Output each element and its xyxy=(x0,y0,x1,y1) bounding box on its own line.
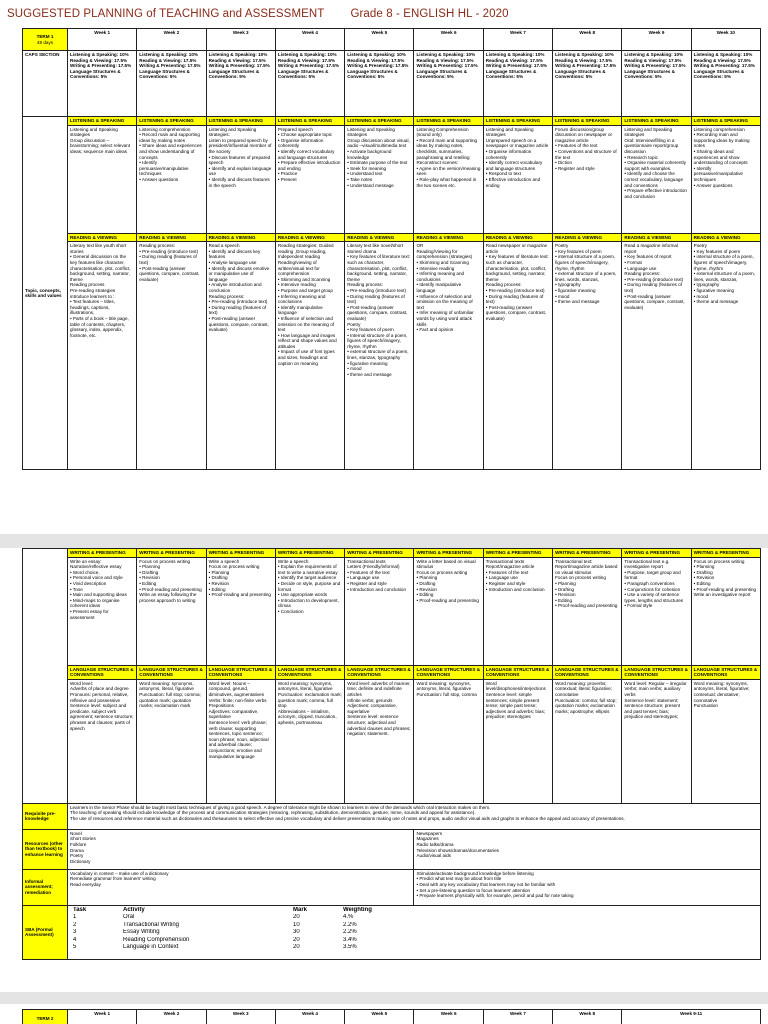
rv-heading: READING & VIEWING xyxy=(68,233,137,242)
week-header: Week 3 xyxy=(206,29,275,51)
caps-weighting: Listening & Speaking: 10% Reading & Viewing: 17.5% Writing & Presenting: 17.5% Language Structures & Conventions: 5% xyxy=(345,51,414,117)
sba-weighting: 4.% xyxy=(343,914,354,921)
week-header: Week 2 xyxy=(137,1010,206,1024)
term1-page2 xyxy=(0,548,768,992)
sba-weighting: 2.2% xyxy=(343,929,357,936)
sba-activity: Transactional Writing xyxy=(123,921,180,928)
resources-label: Resources (other than textbook) to enhance learning xyxy=(23,829,68,869)
wp-cell: Focus on process writing • Planning • Drafting • Revision • Editing • Proof-reading and presenting Write an essay following the process approach to writing xyxy=(137,557,206,665)
rv-heading: READING & VIEWING xyxy=(483,233,552,242)
resources-row xyxy=(23,829,761,869)
lsc-heading: LANGUAGE STRUCTURES & CONVENTIONS xyxy=(483,665,552,679)
sba-task-row xyxy=(72,914,756,922)
rv-cell: Literary text like novel/short stories/ drama • Key features of literature text: such as character, characterisation, plot, conflict, background, setting, narrator, theme Reading process: • Pre-reading (introduce text) • During reading (features of text) • Post-reading (answer questions, compare, contrast, evaluate) Poetry • Key features of poem • Internal structure of a poem, figures of speech/imagery, rhyme, rhythm • external structure of a poem, lines, stanzas, typography • figurative meaning • mood • theme and message xyxy=(345,242,414,470)
sba-mark: 30 xyxy=(293,929,300,936)
grade-label: Grade 8 - ENGLISH HL - 2020 xyxy=(350,8,509,20)
term1-plan-table-cont xyxy=(22,548,761,960)
term2-plan-table xyxy=(22,1009,761,1024)
week-header: Week 2 xyxy=(137,29,206,51)
sba-mark: 20 xyxy=(293,914,300,921)
lsc-heading: LANGUAGE STRUCTURES & CONVENTIONS xyxy=(137,665,206,679)
wp-cell: Write a speech • Explain the requirements of text to write a narrative essay • Identify the target audience • Decide on style, purpose and format • Use appropriate words • Introduction to development, climax • Conclusion xyxy=(275,557,344,665)
topics-label-continued xyxy=(23,549,68,804)
ls-heading: LISTENING & SPEAKING xyxy=(691,117,760,126)
lsc-heading: LANGUAGE STRUCTURES & CONVENTIONS xyxy=(691,665,760,679)
wp-heading: WRITING & PRESENTING xyxy=(483,549,552,558)
rv-cell: Poetry • Key features of poem • internal structure of a poem, figures of speech/imagery, rhyme, rhythm • external structure of a poem, lines, words, stanzas, • typography • figurative meaning • mood • theme and message xyxy=(691,242,760,470)
wp-heading: WRITING & PRESENTING xyxy=(68,549,137,558)
ls-cell: Listening and Speaking strategies: Listen to prepared speech by president/influential member of the society • Discuss features of prepared speech • Identify and explain language use • Identify and discuss features in the speech xyxy=(206,125,275,233)
prereq-row xyxy=(23,803,761,829)
sba-task-number: 2 xyxy=(73,921,77,928)
lsc-cell: Word level/disophones/interjections Sentence level: simple sentences; simple present tense; simple past tense; adjectives and adverbs; bias; prejudice; stereotypes xyxy=(483,679,552,803)
rv-cell: Read a magazine informal report • Key features of report • Format • Language use Reading process: • Pre-reading (introduce text) • During reading (features of text) • Post-reading (answer questions, compare, contrast, evaluate) xyxy=(622,242,691,470)
prereq-label: Requisite pre-knowledge xyxy=(23,803,68,829)
sba-activity: Language in Context xyxy=(123,944,179,951)
rv-heading: READING & VIEWING xyxy=(414,233,483,242)
sba-weighting: 3.4% xyxy=(343,936,357,943)
caps-weighting: Listening & Speaking: 10% Reading & Viewing: 17.5% Writing & Presenting: 17.5% Language Structures & Conventions: 5% xyxy=(622,51,691,117)
document-title xyxy=(7,8,509,20)
wp-heading: WRITING & PRESENTING xyxy=(691,549,760,558)
caps-weighting: Listening & Speaking: 10% Reading & Viewing: 17.5% Writing & Presenting: 17.5% Language Structures & Conventions: 5% xyxy=(275,51,344,117)
ls-heading: LISTENING & SPEAKING xyxy=(137,117,206,126)
lsc-cell: Word level: Nouns – compound, gerund, diminutives, augmentatives Verbs: finite; non-finite verbs Prepositions Adjectives: comparative, superlative Sentence level: verb phrase; verb clause; supporting sentences, topic sentence; noun phrase; noun, adjectival and adverbial clause; conjunctions; emotive and manipulative language xyxy=(206,679,275,803)
term2-page xyxy=(0,1004,768,1024)
caps-row xyxy=(23,51,761,117)
week-header: Week 9 xyxy=(622,29,691,51)
lsc-heading: LANGUAGE STRUCTURES & CONVENTIONS xyxy=(206,665,275,679)
rv-cell: Literary text like youth short stories • General discussion on the key features like character, characterisation, plot, conflict, background, setting, narrator, theme Reading process Pre-reading strategies introduce learners to : • Text features – titles, headings, captions, illustrations, • Parts of a book – title page, table of contents, chapters, glossary, index, appendix, footnote, etc. xyxy=(68,242,137,470)
resources-left: Novel Short stories Folklore Drama Poetry Dictionary xyxy=(68,829,414,869)
informal-row xyxy=(23,869,761,905)
ls-cell: Listening comprehension • Recording main and supporting ideas by making notes • Sharing ideas and experiences and show understanding of concepts • Identify persuasive/manipulative techniques • Answer questions xyxy=(691,125,760,233)
term1-plan-table xyxy=(22,28,761,470)
lsc-cell: Word meaning: synonyms, antonyms, literal, figurative Punctuation: full stop; comma; quotation mark; quotation marks; exclamation mark xyxy=(137,679,206,803)
rv-content-row xyxy=(23,242,761,470)
sba-header-row xyxy=(72,907,756,915)
caps-weighting: Listening & Speaking: 10% Reading & Viewing: 17.5% Writing & Presenting: 17.5% Language Structures & Conventions: 5% xyxy=(483,51,552,117)
ls-cell: Listening Comprehension (sound only) • Record main and supporting ideas by making notes, checklists, summaries, paraphrasing and retelling Reconstruct scenes: • Agree on the version/meaning seen • Role-play what happened in the two scenes etc. xyxy=(414,125,483,233)
lsc-heading-row xyxy=(23,665,761,679)
week-header: Week 3 xyxy=(206,1010,275,1024)
rv-cell: Reading strategies: Guided reading ,Group reading, Independent reading Reading/viewing of written/visual text for comprehension • Skimming and Scanning • Intensive reading • Purpose and target group • Inferring meaning and conclusions • Identify manipulative language • Influence of selection and omission on the meaning of text • How language and images reflect and shape values and attitudes • Impact of use of font types and sizes, headings and caption on meaning xyxy=(275,242,344,470)
week-header: Week 4 xyxy=(275,29,344,51)
sba-row xyxy=(23,905,761,959)
caps-weighting: Listening & Speaking: 10% Reading & Viewing: 17.5% Writing & Presenting: 17.5% Language Structures & Conventions: 5% xyxy=(137,51,206,117)
lsc-cell: Word meaning: proverbs; contextual; literal; figurative; connotative Punctuation: comma; full stop; quotation marks; exclamation marks; apostrophe; ellipsis xyxy=(553,679,622,803)
sba-task-row xyxy=(72,922,756,930)
wp-cell: Transactional texts Report/magazine article • Features of the text • Language use • Register and style • Introduction and conclusion xyxy=(483,557,552,665)
wp-cell: Transactional text e.g. investigative report • Purpose, target group and format • Paragraph conventions • Conjunctions for cohesion • Use a variety of sentence types, lengths and structures • Formal style xyxy=(622,557,691,665)
wp-heading: WRITING & PRESENTING xyxy=(345,549,414,558)
rv-heading: READING & VIEWING xyxy=(206,233,275,242)
document-title-text: SUGGESTED PLANNING of TEACHING and ASSESSMENT xyxy=(7,8,325,20)
week-header: Week 7 xyxy=(483,1010,552,1024)
caps-weighting: Listening & Speaking: 10% Reading & Viewing: 17.5% Writing & Presenting: 17.5% Language Structures & Conventions: 5% xyxy=(691,51,760,117)
ls-cell: Listening and Speaking strategies Oral: Interview/filling in a questionnaire report/group discussion • Research topic • Organise material coherently support with examples. • Identify and choose the correct vocabulary, language and conventions • Prepare effective introduction and conclusion xyxy=(622,125,691,233)
term1-days: 48 days xyxy=(36,39,54,45)
rv-cell: Read newspaper or magazine article • Key features of literature text: such as character, characterisation, plot, conflict, background, setting, narrator, theme Reading process: • Pre-reading (introduce text) • During reading (features of text) • Post-reading (answer questions, compare, contrast, evaluate) xyxy=(483,242,552,470)
rv-heading: READING & VIEWING xyxy=(553,233,622,242)
sba-header: Task xyxy=(73,906,87,913)
page-break xyxy=(0,992,768,1004)
sba-spacer xyxy=(402,907,756,915)
rv-cell: OR Reading/Viewing for comprehension (strategies) • Skimming and Scanning • Intensive reading • Inferring meaning and conclusions • Identify manipulative language • Influence of selection and omission on the meaning of text • Infer meaning of unfamiliar words by using word attack skills • Fact and opinion xyxy=(414,242,483,470)
rv-heading: READING & VIEWING xyxy=(345,233,414,242)
sba-header: Activity xyxy=(123,906,145,913)
ls-heading-row xyxy=(23,117,761,126)
wp-cell: Focus on process writing • Planning • Drafting • Revision • Editing • Proof-reading and presenting Write an investigative report xyxy=(691,557,760,665)
rv-cell: Poetry • Key features of poem • internal structure of a poem, figures of speech/imagery, rhyme, rhythm • external structure of a poem, lines, words, stanzas, • typography • figurative meaning • mood • theme and message xyxy=(553,242,622,470)
week-header: Week 10 xyxy=(691,29,760,51)
wp-heading: WRITING & PRESENTING xyxy=(206,549,275,558)
lsc-heading: LANGUAGE STRUCTURES & CONVENTIONS xyxy=(275,665,344,679)
lsc-heading: LANGUAGE STRUCTURES & CONVENTIONS xyxy=(345,665,414,679)
ls-cell: Listening and Speaking strategies Unprepared speech on a newspaper or magazine article • Organise information coherently • Identify correct vocabulary and language structures • Respond to text • Effective introduction and ending xyxy=(483,125,552,233)
week-header: Week 5 xyxy=(345,1010,414,1024)
informal-right: Stimulate/activate background knowledge before listening • Predict what text may be about from title • Deal with any key vocabulary that learners may not be familiar with • Set a pre-listening question to focus learners' attention • Prepare learners physically with, for example, pencil and pad for note taking xyxy=(414,869,760,905)
sba-spacer xyxy=(402,944,756,952)
term2-label: TERM 2 xyxy=(23,1010,68,1024)
sba-cell xyxy=(68,905,761,959)
caps-weighting: Listening & Speaking: 10% Reading & Viewing: 17.5% Writing & Presenting: 17.5% Language Structures & Conventions: 5% xyxy=(206,51,275,117)
ls-heading: LISTENING & SPEAKING xyxy=(553,117,622,126)
sba-task-row xyxy=(72,937,756,945)
ls-heading: LISTENING & SPEAKING xyxy=(68,117,137,126)
caps-weighting: Listening & Speaking: 10% Reading & Viewing: 17.5% Writing & Presenting: 17.5% Language Structures & Conventions: 5% xyxy=(414,51,483,117)
rv-heading: READING & VIEWING xyxy=(275,233,344,242)
rv-heading: READING & VIEWING xyxy=(622,233,691,242)
term1-label: TERM 1 xyxy=(36,33,54,39)
sba-mark: 20 xyxy=(293,944,300,951)
lsc-cell: Word meaning: synonyms, antonyms, literal, figurative; contextual; denotative; connotative Punctuation xyxy=(691,679,760,803)
ls-heading: LISTENING & SPEAKING xyxy=(483,117,552,126)
week-header: Week 1 xyxy=(68,1010,137,1024)
sba-spacer xyxy=(402,929,756,937)
sba-task-row xyxy=(72,929,756,937)
week-header: Week 6 xyxy=(414,29,483,51)
sba-task-number: 3 xyxy=(73,929,77,936)
week-header: Week 6 xyxy=(414,1010,483,1024)
sba-mark: 20 xyxy=(293,936,300,943)
sba-mark: 10 xyxy=(293,921,300,928)
ls-cell: Listening and Speaking strategies Group discussion – brainstorming; select relevant ideas; sequence main ideas xyxy=(68,125,137,233)
week-header: Week 9-11 xyxy=(622,1010,761,1024)
rv-heading-row xyxy=(23,233,761,242)
week-header: Week 8 xyxy=(553,29,622,51)
lsc-heading: LANGUAGE STRUCTURES & CONVENTIONS xyxy=(622,665,691,679)
ls-cell: Listening comprehension • Record main and supporting ideas by making notes • Share ideas and experiences and show understanding of concepts • Identify persuasive/manipulative techniques • Answer questions xyxy=(137,125,206,233)
wp-cell: Transactional texts Letters (Friendly/informal) • Features of the text • Language use • Register and style • Introduction and conclusion xyxy=(345,557,414,665)
wp-cell: Transactional text: Report/magazine article based on visual stimulus Focus on process writing • Planning • Drafting • Revision • Editing • Proof-reading and presenting xyxy=(553,557,622,665)
sba-spacer xyxy=(402,922,756,930)
page-break xyxy=(0,534,768,548)
sba-header: Weighting xyxy=(343,906,372,913)
term1-page1 xyxy=(0,28,768,534)
wp-heading-row xyxy=(23,549,761,558)
rv-heading: READING & VIEWING xyxy=(691,233,760,242)
wp-cell: Write a letter based on visual stimulus Focus on process writing • Planning • Drafting • Revision • Editing • Proof-reading and presenting xyxy=(414,557,483,665)
rv-heading: READING & VIEWING xyxy=(137,233,206,242)
week-header: Week 1 xyxy=(68,29,137,51)
wp-heading: WRITING & PRESENTING xyxy=(414,549,483,558)
lsc-content-row xyxy=(23,679,761,803)
sba-weighting: 3.5% xyxy=(343,944,357,951)
term1-week-header-row xyxy=(23,29,761,51)
sba-spacer xyxy=(402,937,756,945)
sba-task-number: 4 xyxy=(73,936,77,943)
wp-heading: WRITING & PRESENTING xyxy=(275,549,344,558)
week-header: Week 4 xyxy=(275,1010,344,1024)
sba-task-row xyxy=(72,944,756,952)
term1-label-cell xyxy=(23,29,68,51)
sba-spacer xyxy=(402,914,756,922)
ls-content-row xyxy=(23,125,761,233)
resources-right: Newspapers Magazines Radio talks/drama Television shows/dramas/documentaries Audio/visual aids xyxy=(414,829,760,869)
lsc-cell: Word meaning: synonyms, antonyms, literal, figurative Punctuation: exclamation mark; question mark; comma; full stop Abbreviations – initialism, acronym, clipped, truncation, aphesis, portmanteau xyxy=(275,679,344,803)
caps-weighting: Listening & Speaking: 10% Reading & Viewing: 17.5% Writing & Presenting: 17.5% Language Structures & Conventions: 5% xyxy=(68,51,137,117)
sba-activity: Oral xyxy=(123,914,135,921)
ls-cell: Prepared speech • Choose appropriate topic • Organise information coherently • Identify correct vocabulary and language structures • Prepare effective introduction and ending • Practice • Present xyxy=(275,125,344,233)
lsc-cell: Word meaning: synonyms, antonyms, literal, figurative Punctuation: full stop, comma xyxy=(414,679,483,803)
ls-cell: Listening and Speaking strategies Group discussion about visual, audio –visual/multimedia text • Activate background knowledge • Estimate purpose of the text • Seek for meaning • Understand text • Take notes • Understand message xyxy=(345,125,414,233)
prereq-text: Learners in the Senior Phase should be taught most basic techniques of giving a good speech. A degree of tolerance might be shown to learners in view of the demands which oral interaction makes on them. The teaching of speaking should include knowledge of the process and communication strategies (retracing, rephrasing, substitution, demonstration, gesture, mime, sounds and appeal for assistance). The use of resources and reference material such as dictionaries and thesauruses to select effective and precise vocabulary and deliver presentations making use of notes and props, audio and/or visual aids and graphs to enhance the appeal and accuracy of presentations. xyxy=(68,803,761,829)
wp-cell: Write a speech Focus on process writing • Planning • Drafting • Revision • Editing • Proof-reading and presenting xyxy=(206,557,275,665)
rv-cell: Reading process: • Pre-reading (introduce text) • During reading (features of text) • Post-reading (answer questions, compare, contrast, evaluate) xyxy=(137,242,206,470)
sba-label: SBA (Formal Assessment) xyxy=(23,905,68,959)
lsc-heading: LANGUAGE STRUCTURES & CONVENTIONS xyxy=(553,665,622,679)
sba-activity: Essay Writing xyxy=(123,929,160,936)
wp-cell: Write an essay: Narrative/reflective essay • Word choice, • Personal voice and style • Vivid description • Tone • Main and supporting ideas • Mind-maps to organise coherent ideas • Present essay for assessment xyxy=(68,557,137,665)
wp-heading: WRITING & PRESENTING xyxy=(622,549,691,558)
wp-heading: WRITING & PRESENTING xyxy=(553,549,622,558)
topics-label: Topic, concepts, skills and values xyxy=(23,117,68,470)
lsc-heading: LANGUAGE STRUCTURES & CONVENTIONS xyxy=(68,665,137,679)
ls-heading: LISTENING & SPEAKING xyxy=(414,117,483,126)
ls-cell: Forum discussion/group discussion on newspaper or magazine article • Features of the text • Conventions and structure of the text • Diction • Register and style xyxy=(553,125,622,233)
term2-week-header-row xyxy=(23,1010,761,1024)
sba-header: Mark xyxy=(293,906,308,913)
informal-label: Informal assessment; remediation xyxy=(23,869,68,905)
week-header: Week 8 xyxy=(553,1010,622,1024)
lsc-cell: Word level: adverbs of manner, time; definite and indefinite articles Infinite verbs; gerunds Adjectives: comparative, superlative Sentence level: sentence structure; adjectival and adverbial clauses and phrases; negation; statement. xyxy=(345,679,414,803)
rv-cell: Read a speech • Identify and discuss key features • Analyse language use • Identify and discuss emotive or manipulative use of language • Analyse introduction and conclusion Reading process: • Pre-reading (introduce text) • During reading (features of text) • Post-reading (answer questions, compare, contrast, evaluate) xyxy=(206,242,275,470)
sba-task-number: 1 xyxy=(73,914,77,921)
sba-table xyxy=(72,907,756,952)
sba-activity: Reading Comprehension xyxy=(123,936,190,943)
lsc-heading: LANGUAGE STRUCTURES & CONVENTIONS xyxy=(414,665,483,679)
wp-heading: WRITING & PRESENTING xyxy=(137,549,206,558)
ls-heading: LISTENING & SPEAKING xyxy=(275,117,344,126)
week-header: Week 5 xyxy=(345,29,414,51)
informal-left: Vocabulary in context – make use of a dictionary Remediate grammar from learners' writing Read everyday xyxy=(68,869,414,905)
caps-weighting: Listening & Speaking: 10% Reading & Viewing: 17.5% Writing & Presenting: 17.5% Language Structures & Conventions: 5% xyxy=(553,51,622,117)
ls-heading: LISTENING & SPEAKING xyxy=(206,117,275,126)
sba-task-number: 5 xyxy=(73,944,77,951)
lsc-cell: Word level: Regular – irregular Verbs; main verbs; auxiliary verbs Sentence level: statement; sentence structure; present and past tenses; bias; prejudice and stereotypes; xyxy=(622,679,691,803)
wp-content-row xyxy=(23,557,761,665)
caps-label: CAPS SECTION xyxy=(23,51,68,117)
sba-weighting: 2.2% xyxy=(343,921,357,928)
week-header: Week 7 xyxy=(483,29,552,51)
ls-heading: LISTENING & SPEAKING xyxy=(345,117,414,126)
ls-heading: LISTENING & SPEAKING xyxy=(622,117,691,126)
lsc-cell: Word level: Adverbs of place and degree Pronouns: personal, relative, reflexive and possessive Sentence level: subject and predicate, subject verb agreement; sentence structure; phrases and clauses; parts of speech xyxy=(68,679,137,803)
